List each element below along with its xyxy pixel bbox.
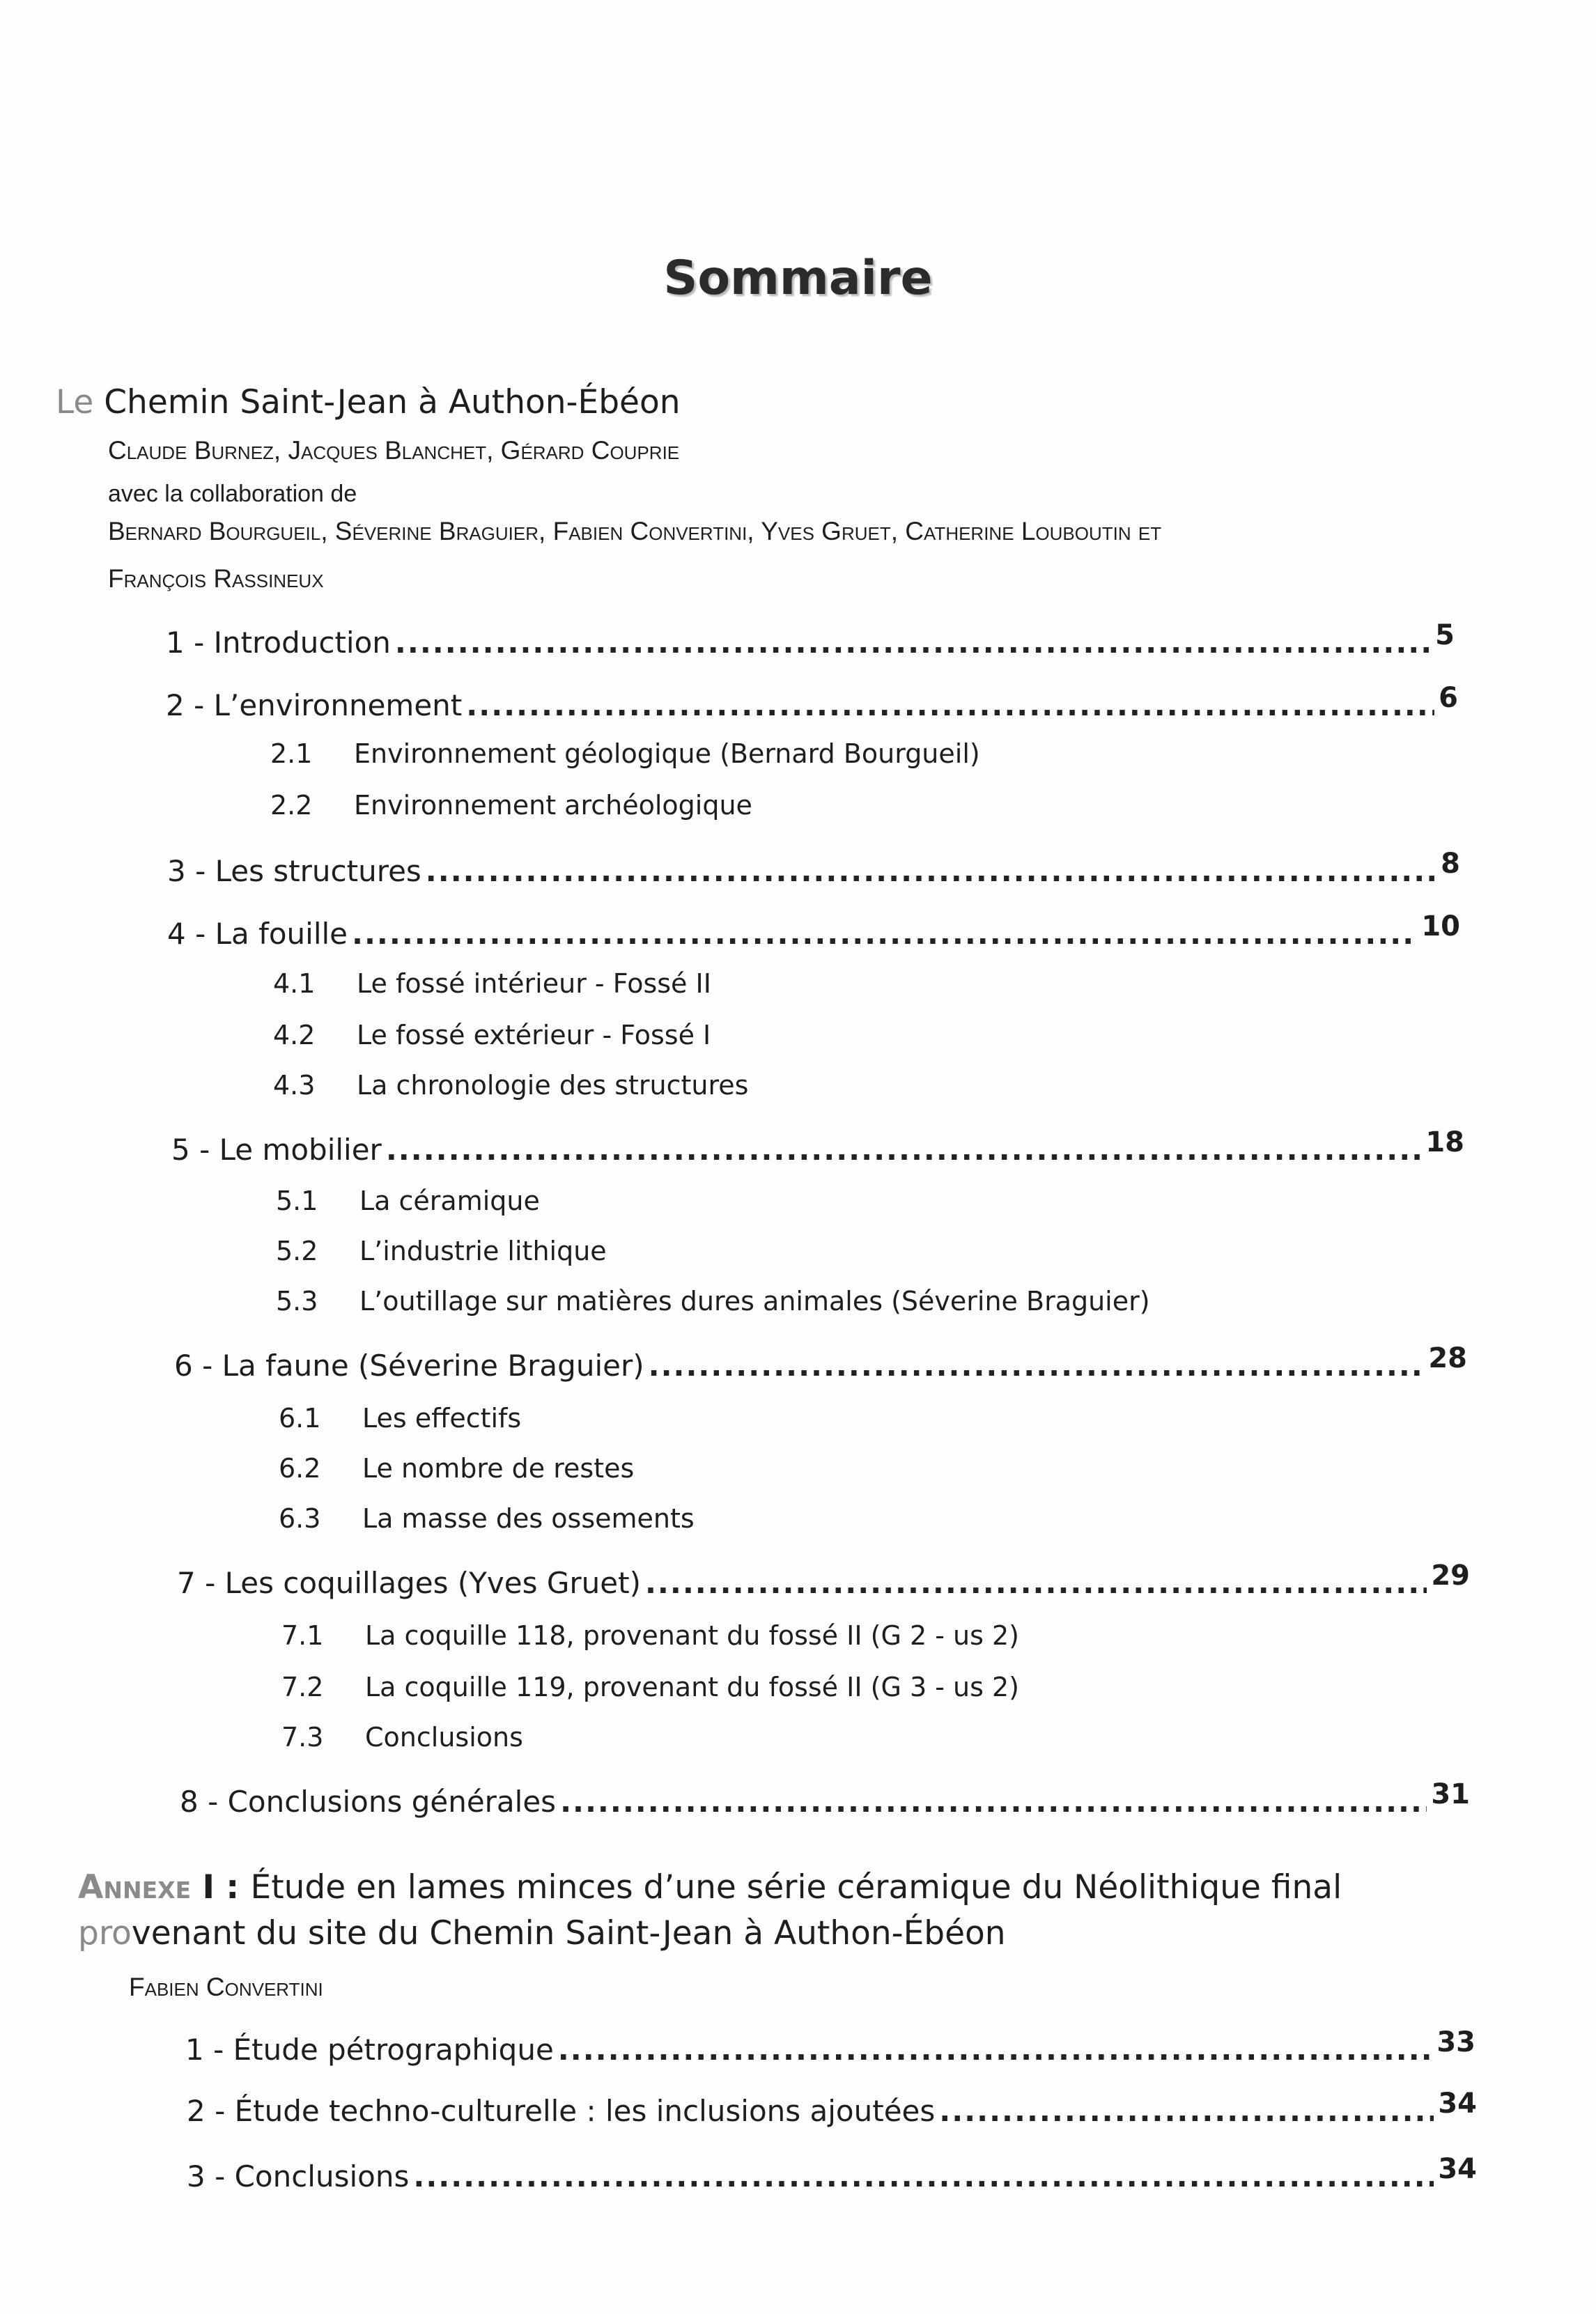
toc-subentry-number: 7.1 <box>281 1620 324 1651</box>
section-title-lead: Le <box>56 383 94 421</box>
toc-entry-label: 4 - La fouille <box>167 917 348 951</box>
toc-subentry[interactable] <box>279 1453 634 1484</box>
toc-subentry-number: 5.2 <box>276 1236 318 1266</box>
toc-subentry-text: Environnement archéologique <box>354 790 752 821</box>
toc-subentry[interactable] <box>273 1070 748 1101</box>
toc-entry[interactable] <box>187 2088 1477 2128</box>
toc-leader-dots <box>645 1566 1427 1600</box>
toc-subentry-number: 6.1 <box>279 1403 321 1434</box>
toc-subentry[interactable] <box>279 1403 521 1434</box>
toc-page-number: 29 <box>1431 1560 1470 1592</box>
toc-leader-dots <box>939 2094 1434 2128</box>
toc-leader-dots <box>352 917 1417 951</box>
toc-page-number: 5 <box>1435 619 1455 651</box>
toc-page-number: 33 <box>1436 2026 1475 2058</box>
toc-subentry[interactable] <box>281 1672 1019 1702</box>
toc-leader-dots <box>386 1133 1422 1167</box>
toc-entry-label: 3 - Conclusions <box>187 2159 410 2193</box>
toc-subentry-number: 2.1 <box>270 738 313 769</box>
annexe-word: Annexe <box>78 1868 192 1907</box>
toc-subentry-text: Le fossé intérieur - Fossé II <box>357 968 711 999</box>
toc-entry[interactable] <box>166 619 1455 660</box>
toc-page-number: 8 <box>1441 848 1460 880</box>
toc-subentry-number: 6.2 <box>279 1453 321 1484</box>
toc-page-number: 28 <box>1428 1342 1467 1374</box>
toc-entry[interactable] <box>171 1126 1464 1167</box>
toc-subentry-text: Les effectifs <box>362 1403 522 1434</box>
toc-entry[interactable] <box>180 1778 1470 1819</box>
toc-subentry-text: L’outillage sur matières dures animales (Séverine Braguier) <box>359 1286 1150 1317</box>
toc-entry[interactable] <box>177 1560 1470 1600</box>
annexe-title-line-2 <box>78 1914 1006 1952</box>
toc-subentry[interactable] <box>273 968 711 999</box>
toc-subentry-number: 4.3 <box>273 1070 316 1101</box>
toc-entry[interactable] <box>167 910 1460 951</box>
toc-entry-label: 2 - Étude techno-culturelle : les inclusions ajoutées <box>187 2094 936 2128</box>
toc-entry-label: 5 - Le mobilier <box>171 1133 382 1167</box>
toc-subentry-number: 7.2 <box>281 1672 324 1702</box>
toc-entry-label: 2 - L’environnement <box>166 688 463 722</box>
toc-leader-dots <box>560 1785 1427 1819</box>
toc-subentry-text: La coquille 118, provenant du fossé II (G 2 - us 2) <box>365 1620 1019 1651</box>
toc-entry[interactable] <box>166 682 1458 722</box>
toc-entry-label: 1 - Introduction <box>166 626 391 660</box>
toc-entry[interactable] <box>185 2026 1475 2067</box>
annexe-title-line-1 <box>78 1868 1342 1907</box>
toc-subentry[interactable] <box>276 1286 1150 1317</box>
toc-leader-dots <box>395 626 1431 660</box>
toc-subentry-text: Conclusions <box>365 1722 523 1753</box>
toc-subentry-text: Environnement géologique (Bernard Bourgueil) <box>354 738 980 769</box>
collaborators-line-2: François Rassineux <box>108 564 324 593</box>
toc-entry-label: 7 - Les coquillages (Yves Gruet) <box>177 1566 641 1600</box>
toc-subentry-text: La chronologie des structures <box>357 1070 749 1101</box>
authors-line: Claude Burnez, Jacques Blanchet, Gérard Couprie <box>108 436 680 465</box>
toc-subentry-text: Le fossé extérieur - Fossé I <box>357 1020 711 1050</box>
toc-subentry-number: 6.3 <box>279 1503 321 1534</box>
toc-leader-dots <box>649 1349 1425 1383</box>
annexe-title-text: Étude en lames minces d’une série céramique du Néolithique final <box>250 1868 1342 1907</box>
toc-page-number: 31 <box>1431 1778 1470 1810</box>
toc-subentry[interactable] <box>279 1503 695 1534</box>
section-title-rest: Chemin Saint-Jean à Authon-Ébéon <box>93 383 681 421</box>
toc-subentry[interactable] <box>281 1722 523 1753</box>
toc-leader-dots <box>558 2033 1433 2067</box>
section-title <box>56 383 681 421</box>
toc-subentry[interactable] <box>276 1236 607 1266</box>
toc-subentry[interactable] <box>276 1186 540 1216</box>
toc-page-number: 34 <box>1438 2088 1477 2120</box>
toc-subentry-number: 4.2 <box>273 1020 316 1050</box>
collaboration-note: avec la collaboration de <box>108 481 357 507</box>
toc-entry-label: 1 - Étude pétrographique <box>185 2033 554 2067</box>
toc-subentry-text: La coquille 119, provenant du fossé II (G 3 - us 2) <box>365 1672 1019 1702</box>
toc-subentry-number: 5.1 <box>276 1186 318 1216</box>
toc-subentry[interactable] <box>281 1620 1019 1651</box>
page-title: Sommaire <box>663 251 933 306</box>
toc-subentry-text: La céramique <box>359 1186 540 1216</box>
toc-subentry-number: 7.3 <box>281 1722 324 1753</box>
toc-page-number: 18 <box>1425 1126 1464 1158</box>
toc-entry[interactable] <box>187 2153 1477 2193</box>
toc-page-number: 34 <box>1438 2153 1477 2185</box>
toc-entry[interactable] <box>167 848 1460 888</box>
toc-subentry[interactable] <box>270 790 752 821</box>
collaborators-line-1: Bernard Bourgueil, Séverine Braguier, Fabien Convertini, Yves Gruet, Catherine Louboutin et <box>108 517 1162 545</box>
toc-subentry-number: 5.3 <box>276 1286 318 1317</box>
toc-subentry[interactable] <box>273 1020 711 1050</box>
annexe-numeral: I : <box>191 1868 251 1907</box>
toc-subentry-text: La masse des ossements <box>362 1503 695 1534</box>
toc-entry-label: 8 - Conclusions générales <box>180 1785 557 1819</box>
toc-leader-dots <box>413 2159 1434 2193</box>
toc-subentry-number: 4.1 <box>273 968 316 999</box>
toc-subentry-number: 2.2 <box>270 790 313 821</box>
toc-entry-label: 6 - La faune (Séverine Braguier) <box>174 1349 644 1383</box>
toc-page-number: 6 <box>1439 682 1458 714</box>
toc-subentry[interactable] <box>270 738 980 769</box>
toc-page-number: 10 <box>1421 910 1460 942</box>
toc-subentry-text: L’industrie lithique <box>359 1236 607 1266</box>
toc-entry[interactable] <box>174 1342 1467 1383</box>
annexe-author: Fabien Convertini <box>129 1973 323 2001</box>
toc-leader-dots <box>466 688 1434 722</box>
annexe-title-line-2-rest: venant du site du Chemin Saint-Jean à Authon-Ébéon <box>131 1914 1006 1952</box>
toc-leader-dots <box>426 854 1436 888</box>
annexe-title-line-2-lead: pro <box>78 1914 132 1952</box>
toc-subentry-text: Le nombre de restes <box>362 1453 635 1484</box>
toc-entry-label: 3 - Les structures <box>167 854 421 888</box>
